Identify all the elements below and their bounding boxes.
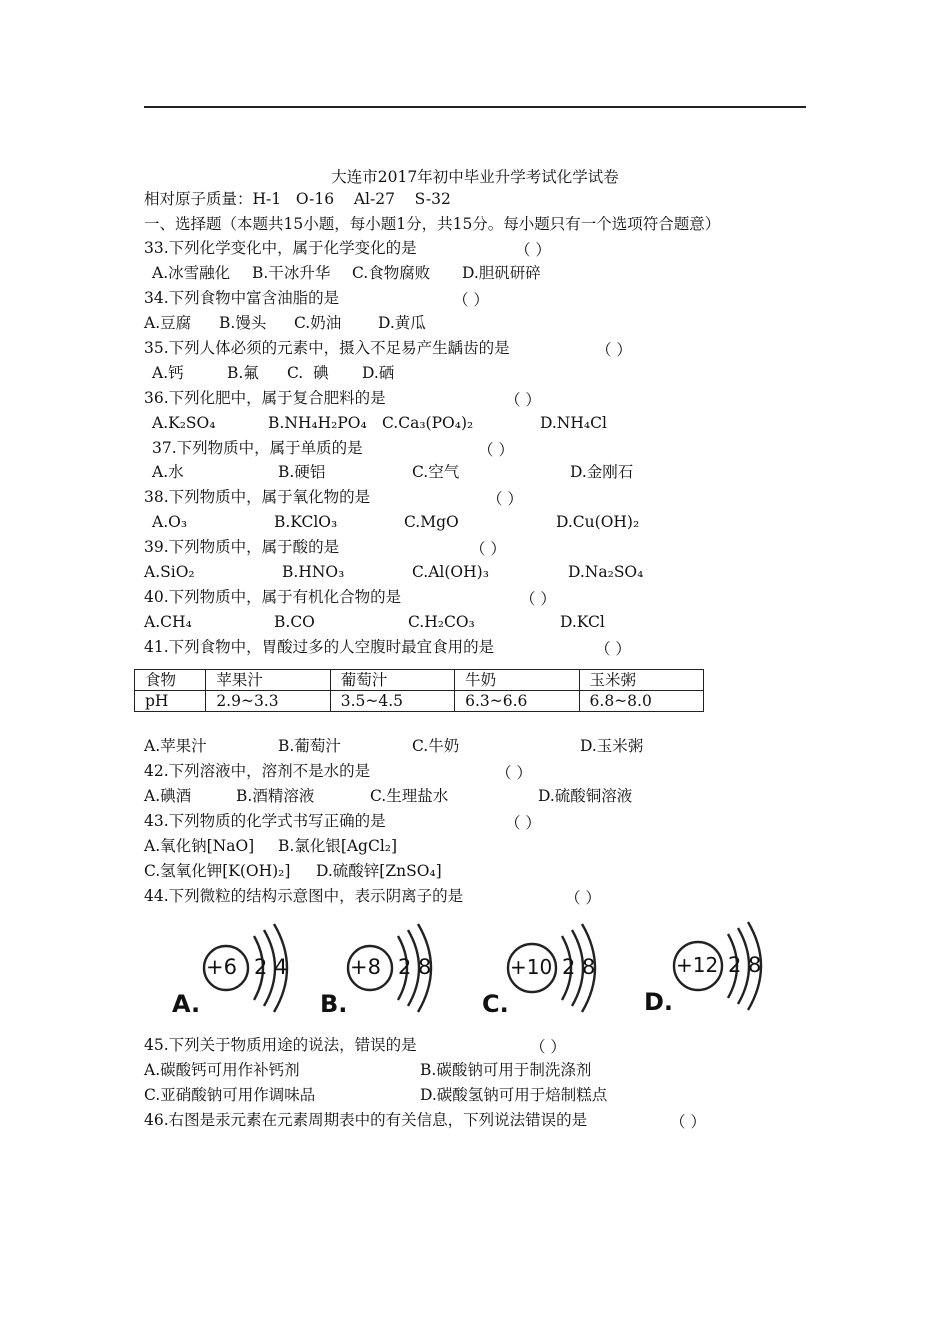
q43-option-c: C.氢氧化钾[K(OH)₂] — [144, 862, 291, 880]
q46-stem: 46.右图是汞元素在元素周期表中的有关信息，下列说法错误的是 — [144, 1111, 588, 1129]
option-label: B. — [320, 990, 348, 1018]
q42-option-d: D.硫酸铜溶液 — [538, 787, 633, 805]
q45-option-c: C.亚硝酸钠可用作调味品 — [144, 1086, 316, 1104]
q33-option-a: A.冰雪融化 — [152, 264, 231, 282]
ph-table-row — [135, 691, 704, 712]
q42-stem: 42.下列溶液中，溶剂不是水的是 — [144, 762, 371, 780]
nucleus-charge: +8 — [350, 955, 381, 979]
header-rule — [144, 106, 806, 108]
q41-answer-blank: （ ） — [595, 640, 631, 658]
q45-option-b: B.碳酸钠可用于制洗涤剂 — [420, 1061, 592, 1079]
q34-option-d: D.黄瓜 — [378, 314, 426, 332]
q43-answer-blank: （ ） — [505, 814, 541, 832]
q39-option-c: C.Al(OH)₃ — [412, 563, 489, 581]
shell-electrons: 2 8 — [728, 953, 762, 977]
diagram-option-b — [318, 910, 468, 1020]
q39-option-b: B.HNO₃ — [282, 563, 345, 581]
q33-answer-blank: （ ） — [515, 241, 551, 259]
q35-option-b: B.氟 — [227, 364, 259, 382]
q34-stem: 34.下列食物中富含油脂的是 — [144, 289, 340, 307]
option-label: C. — [482, 990, 509, 1018]
q38-stem: 38.下列物质中，属于氧化物的是 — [144, 488, 371, 506]
q40-option-c: C.H₂CO₃ — [408, 613, 475, 631]
q43-stem: 43.下列物质的化学式书写正确的是 — [144, 812, 386, 830]
q37-answer-blank: （ ） — [478, 441, 514, 459]
q38-option-d: D.Cu(OH)₂ — [556, 513, 640, 531]
q46-answer-blank: （ ） — [670, 1113, 706, 1131]
ph-table-cell: 玉米粥 — [579, 670, 703, 691]
q37-stem: 37.下列物质中，属于单质的是 — [152, 439, 363, 457]
ph-table-cell: 2.9~3.3 — [206, 691, 330, 712]
q34-answer-blank: （ ） — [453, 291, 489, 309]
ph-table-cell: 葡萄汁 — [330, 670, 454, 691]
diagram-option-d — [640, 910, 790, 1020]
q38-option-c: C.MgO — [404, 513, 459, 531]
q44-answer-blank: （ ） — [565, 889, 601, 907]
option-label: D. — [644, 988, 674, 1016]
nucleus-charge: +12 — [676, 953, 719, 977]
q45-option-a: A.碳酸钙可用作补钙剂 — [144, 1061, 300, 1079]
ph-table — [134, 669, 704, 712]
q33-stem: 33.下列化学变化中，属于化学变化的是 — [144, 239, 417, 257]
q36-option-c: C.Ca₃(PO₄)₂ — [382, 414, 474, 432]
q43-option-a: A.氧化钠[NaO] — [144, 837, 255, 855]
q45-option-d: D.碳酸氢钠可用于焙制糕点 — [420, 1086, 608, 1104]
q41-option-b: B.葡萄汁 — [278, 737, 341, 755]
q40-option-b: B.CO — [274, 613, 315, 631]
q33-option-d: D.胆矾研碎 — [462, 264, 541, 282]
ph-table-cell: 6.8~8.0 — [579, 691, 703, 712]
nucleus-charge: +6 — [206, 955, 237, 979]
q34-option-a: A.豆腐 — [144, 314, 192, 332]
atomic-mass-note: 相对原子质量：H-1 O-16 Al-27 S-32 — [144, 190, 451, 208]
diagram-option-c — [478, 910, 628, 1020]
q34-option-c: C.奶油 — [294, 314, 342, 332]
q34-option-b: B.馒头 — [219, 314, 267, 332]
q38-option-a: A.O₃ — [152, 513, 188, 531]
ph-table-cell: 3.5~4.5 — [330, 691, 454, 712]
q39-option-d: D.Na₂SO₄ — [568, 563, 644, 581]
q45-stem: 45.下列关于物质用途的说法，错误的是 — [144, 1036, 417, 1054]
q41-option-a: A.苹果汁 — [144, 737, 207, 755]
q35-stem: 35.下列人体必须的元素中，摄入不足易产生龋齿的是 — [144, 339, 510, 357]
q33-option-c: C.食物腐败 — [352, 264, 431, 282]
q42-option-a: A.碘酒 — [144, 787, 192, 805]
q33-option-b: B.干冰升华 — [252, 264, 331, 282]
q37-option-d: D.金刚石 — [570, 463, 634, 481]
q43-option-d: D.硫酸锌[ZnSO₄] — [316, 862, 442, 880]
q43-option-b: B.氯化银[AgCl₂] — [278, 837, 398, 855]
q41-stem: 41.下列食物中，胃酸过多的人空腹时最宜食用的是 — [144, 638, 495, 656]
q38-option-b: B.KClO₃ — [274, 513, 338, 531]
ph-table-cell: 牛奶 — [455, 670, 579, 691]
q36-option-b: B.NH₄H₂PO₄ — [268, 414, 367, 432]
q35-option-c: C. 碘 — [287, 364, 329, 382]
q36-answer-blank: （ ） — [505, 391, 541, 409]
q42-answer-blank: （ ） — [496, 764, 532, 782]
q35-answer-blank: （ ） — [596, 341, 632, 359]
page-title: 大连市2017年初中毕业升学考试化学试卷 — [331, 168, 619, 186]
q39-stem: 39.下列物质中，属于酸的是 — [144, 538, 340, 556]
ph-table-cell: pH — [135, 691, 206, 712]
q41-option-d: D.玉米粥 — [580, 737, 644, 755]
q37-option-c: C.空气 — [412, 463, 460, 481]
ph-table-header-row — [135, 670, 704, 691]
q36-stem: 36.下列化肥中，属于复合肥料的是 — [144, 389, 386, 407]
q38-answer-blank: （ ） — [487, 490, 523, 508]
ph-table-cell: 6.3~6.6 — [455, 691, 579, 712]
q39-answer-blank: （ ） — [470, 540, 506, 558]
nucleus-charge: +10 — [510, 955, 553, 979]
q41-option-c: C.牛奶 — [412, 737, 460, 755]
q37-option-b: B.硬铝 — [278, 463, 326, 481]
q36-option-a: A.K₂SO₄ — [152, 414, 216, 432]
q35-option-a: A.钙 — [152, 364, 184, 382]
diagram-option-a — [170, 910, 320, 1020]
q40-answer-blank: （ ） — [520, 590, 556, 608]
option-label: A. — [172, 990, 201, 1018]
ph-table-cell: 食物 — [135, 670, 206, 691]
section-heading: 一、选择题（本题共15小题，每小题1分，共15分。每小题只有一个选项符合题意） — [144, 215, 721, 233]
q40-option-a: A.CH₄ — [144, 613, 192, 631]
q36-option-d: D.NH₄Cl — [540, 414, 607, 432]
shell-electrons: 2 8 — [562, 955, 596, 979]
ph-table-cell: 苹果汁 — [206, 670, 330, 691]
q40-stem: 40.下列物质中，属于有机化合物的是 — [144, 588, 402, 606]
q42-option-b: B.酒精溶液 — [236, 787, 315, 805]
q42-option-c: C.生理盐水 — [370, 787, 449, 805]
q37-option-a: A.水 — [152, 463, 184, 481]
shell-electrons: 2 8 — [398, 955, 432, 979]
q39-option-a: A.SiO₂ — [144, 563, 195, 581]
q35-option-d: D.硒 — [362, 364, 395, 382]
q45-answer-blank: （ ） — [530, 1038, 566, 1056]
shell-electrons: 2 4 — [254, 955, 288, 979]
q44-stem: 44.下列微粒的结构示意图中，表示阴离子的是 — [144, 887, 464, 905]
q40-option-d: D.KCl — [560, 613, 605, 631]
